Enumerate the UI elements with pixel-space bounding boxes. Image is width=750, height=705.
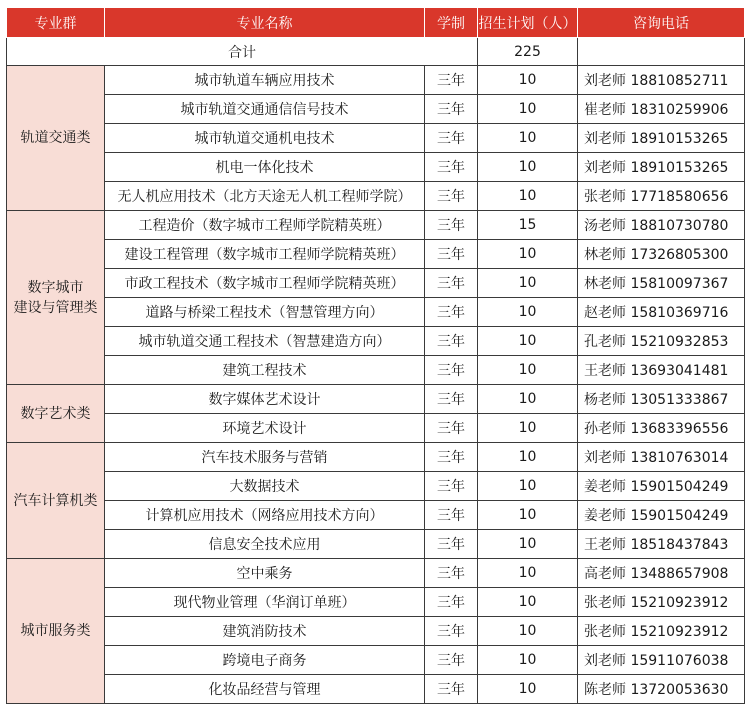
study-length-cell: 三年 bbox=[425, 559, 478, 588]
table-row bbox=[7, 211, 745, 240]
enrollment-plan-cell: 10 bbox=[478, 356, 578, 385]
contact-phone-cell: 高老师 13488657908 bbox=[578, 559, 745, 588]
contact-phone-cell: 赵老师 15810369716 bbox=[578, 298, 745, 327]
contact-phone-cell: 刘老师 18910153265 bbox=[578, 124, 745, 153]
study-length-cell: 三年 bbox=[425, 501, 478, 530]
study-length-cell: 三年 bbox=[425, 414, 478, 443]
study-length-cell: 三年 bbox=[425, 385, 478, 414]
contact-phone-cell: 刘老师 18910153265 bbox=[578, 153, 745, 182]
major-name-cell: 城市轨道车辆应用技术 bbox=[105, 66, 425, 95]
study-length-cell: 三年 bbox=[425, 617, 478, 646]
table-row bbox=[7, 240, 745, 269]
study-length-cell: 三年 bbox=[425, 124, 478, 153]
contact-phone-cell: 刘老师 18810852711 bbox=[578, 66, 745, 95]
table-row bbox=[7, 675, 745, 704]
header-row bbox=[7, 8, 745, 38]
enrollment-plan-cell: 10 bbox=[478, 298, 578, 327]
study-length-cell: 三年 bbox=[425, 95, 478, 124]
enrollment-plan-cell: 10 bbox=[478, 95, 578, 124]
table-row bbox=[7, 95, 745, 124]
table-row bbox=[7, 153, 745, 182]
study-length-cell: 三年 bbox=[425, 211, 478, 240]
header-group: 专业群 bbox=[7, 8, 105, 38]
table-row bbox=[7, 124, 745, 153]
enrollment-plan-cell: 10 bbox=[478, 182, 578, 211]
enrollment-plan-cell: 10 bbox=[478, 588, 578, 617]
major-name-cell: 计算机应用技术（网络应用技术方向） bbox=[105, 501, 425, 530]
contact-phone-cell: 姜老师 15901504249 bbox=[578, 501, 745, 530]
table-row bbox=[7, 269, 745, 298]
table-row bbox=[7, 443, 745, 472]
study-length-cell: 三年 bbox=[425, 472, 478, 501]
table-row bbox=[7, 501, 745, 530]
major-name-cell: 建筑消防技术 bbox=[105, 617, 425, 646]
contact-phone-cell: 孙老师 13683396556 bbox=[578, 414, 745, 443]
contact-phone-cell: 张老师 15210923912 bbox=[578, 588, 745, 617]
major-name-cell: 城市轨道交通工程技术（智慧建造方向） bbox=[105, 327, 425, 356]
table-row bbox=[7, 327, 745, 356]
contact-phone-cell: 王老师 13693041481 bbox=[578, 356, 745, 385]
enrollment-plan-cell: 10 bbox=[478, 501, 578, 530]
enrollment-plan-cell: 10 bbox=[478, 443, 578, 472]
total-phone-empty bbox=[578, 38, 745, 66]
enrollment-plan-cell: 10 bbox=[478, 327, 578, 356]
study-length-cell: 三年 bbox=[425, 66, 478, 95]
enrollment-plan-cell: 10 bbox=[478, 153, 578, 182]
enrollment-plan-cell: 15 bbox=[478, 211, 578, 240]
enrollment-plan-cell: 10 bbox=[478, 414, 578, 443]
enrollment-table bbox=[6, 8, 745, 704]
study-length-cell: 三年 bbox=[425, 530, 478, 559]
table-row bbox=[7, 646, 745, 675]
contact-phone-cell: 刘老师 13810763014 bbox=[578, 443, 745, 472]
table-row bbox=[7, 559, 745, 588]
study-length-cell: 三年 bbox=[425, 356, 478, 385]
major-name-cell: 跨境电子商务 bbox=[105, 646, 425, 675]
study-length-cell: 三年 bbox=[425, 675, 478, 704]
study-length-cell: 三年 bbox=[425, 153, 478, 182]
group-cell: 汽车计算机类 bbox=[7, 443, 105, 559]
contact-phone-cell: 孔老师 15210932853 bbox=[578, 327, 745, 356]
study-length-cell: 三年 bbox=[425, 269, 478, 298]
table-row bbox=[7, 588, 745, 617]
major-name-cell: 信息安全技术应用 bbox=[105, 530, 425, 559]
total-row bbox=[7, 38, 745, 66]
enrollment-plan-cell: 10 bbox=[478, 646, 578, 675]
major-name-cell: 城市轨道交通通信信号技术 bbox=[105, 95, 425, 124]
major-name-cell: 化妆品经营与管理 bbox=[105, 675, 425, 704]
enrollment-plan-cell: 10 bbox=[478, 675, 578, 704]
contact-phone-cell: 杨老师 13051333867 bbox=[578, 385, 745, 414]
major-name-cell: 建设工程管理（数字城市工程师学院精英班） bbox=[105, 240, 425, 269]
enrollment-plan-cell: 10 bbox=[478, 240, 578, 269]
enrollment-plan-cell: 10 bbox=[478, 124, 578, 153]
table-row bbox=[7, 472, 745, 501]
enrollment-plan-cell: 10 bbox=[478, 66, 578, 95]
contact-phone-cell: 陈老师 13720053630 bbox=[578, 675, 745, 704]
total-label: 合计 bbox=[7, 38, 478, 66]
table-row bbox=[7, 182, 745, 211]
header-name: 专业名称 bbox=[105, 8, 425, 38]
header-phone: 咨询电话 bbox=[578, 8, 745, 38]
table-row bbox=[7, 66, 745, 95]
major-name-cell: 道路与桥梁工程技术（智慧管理方向） bbox=[105, 298, 425, 327]
group-cell: 城市服务类 bbox=[7, 559, 105, 704]
study-length-cell: 三年 bbox=[425, 240, 478, 269]
enrollment-plan-cell: 10 bbox=[478, 530, 578, 559]
major-name-cell: 大数据技术 bbox=[105, 472, 425, 501]
table-row bbox=[7, 356, 745, 385]
contact-phone-cell: 张老师 17718580656 bbox=[578, 182, 745, 211]
table-row bbox=[7, 414, 745, 443]
major-name-cell: 城市轨道交通机电技术 bbox=[105, 124, 425, 153]
contact-phone-cell: 王老师 18518437843 bbox=[578, 530, 745, 559]
enrollment-plan-cell: 10 bbox=[478, 472, 578, 501]
contact-phone-cell: 姜老师 15901504249 bbox=[578, 472, 745, 501]
major-name-cell: 工程造价（数字城市工程师学院精英班） bbox=[105, 211, 425, 240]
group-cell: 轨道交通类 bbox=[7, 66, 105, 211]
major-name-cell: 汽车技术服务与营销 bbox=[105, 443, 425, 472]
major-name-cell: 数字媒体艺术设计 bbox=[105, 385, 425, 414]
major-name-cell: 机电一体化技术 bbox=[105, 153, 425, 182]
total-value: 225 bbox=[478, 38, 578, 66]
group-cell: 数字城市 建设与管理类 bbox=[7, 211, 105, 385]
major-name-cell: 市政工程技术（数字城市工程师学院精英班） bbox=[105, 269, 425, 298]
enrollment-plan-cell: 10 bbox=[478, 269, 578, 298]
study-length-cell: 三年 bbox=[425, 182, 478, 211]
major-name-cell: 建筑工程技术 bbox=[105, 356, 425, 385]
header-plan: 招生计划（人） bbox=[478, 8, 578, 38]
enrollment-plan-cell: 10 bbox=[478, 617, 578, 646]
contact-phone-cell: 崔老师 18310259906 bbox=[578, 95, 745, 124]
major-name-cell: 无人机应用技术（北方天途无人机工程师学院） bbox=[105, 182, 425, 211]
enrollment-plan-cell: 10 bbox=[478, 385, 578, 414]
major-name-cell: 现代物业管理（华润订单班） bbox=[105, 588, 425, 617]
contact-phone-cell: 刘老师 15911076038 bbox=[578, 646, 745, 675]
major-name-cell: 空中乘务 bbox=[105, 559, 425, 588]
study-length-cell: 三年 bbox=[425, 588, 478, 617]
study-length-cell: 三年 bbox=[425, 298, 478, 327]
contact-phone-cell: 汤老师 18810730780 bbox=[578, 211, 745, 240]
study-length-cell: 三年 bbox=[425, 327, 478, 356]
study-length-cell: 三年 bbox=[425, 646, 478, 675]
table-row bbox=[7, 617, 745, 646]
enrollment-plan-cell: 10 bbox=[478, 559, 578, 588]
contact-phone-cell: 林老师 15810097367 bbox=[578, 269, 745, 298]
header-length: 学制 bbox=[425, 8, 478, 38]
study-length-cell: 三年 bbox=[425, 443, 478, 472]
major-name-cell: 环境艺术设计 bbox=[105, 414, 425, 443]
table-row bbox=[7, 298, 745, 327]
table-row bbox=[7, 530, 745, 559]
contact-phone-cell: 林老师 17326805300 bbox=[578, 240, 745, 269]
contact-phone-cell: 张老师 15210923912 bbox=[578, 617, 745, 646]
table-row bbox=[7, 385, 745, 414]
group-cell: 数字艺术类 bbox=[7, 385, 105, 443]
